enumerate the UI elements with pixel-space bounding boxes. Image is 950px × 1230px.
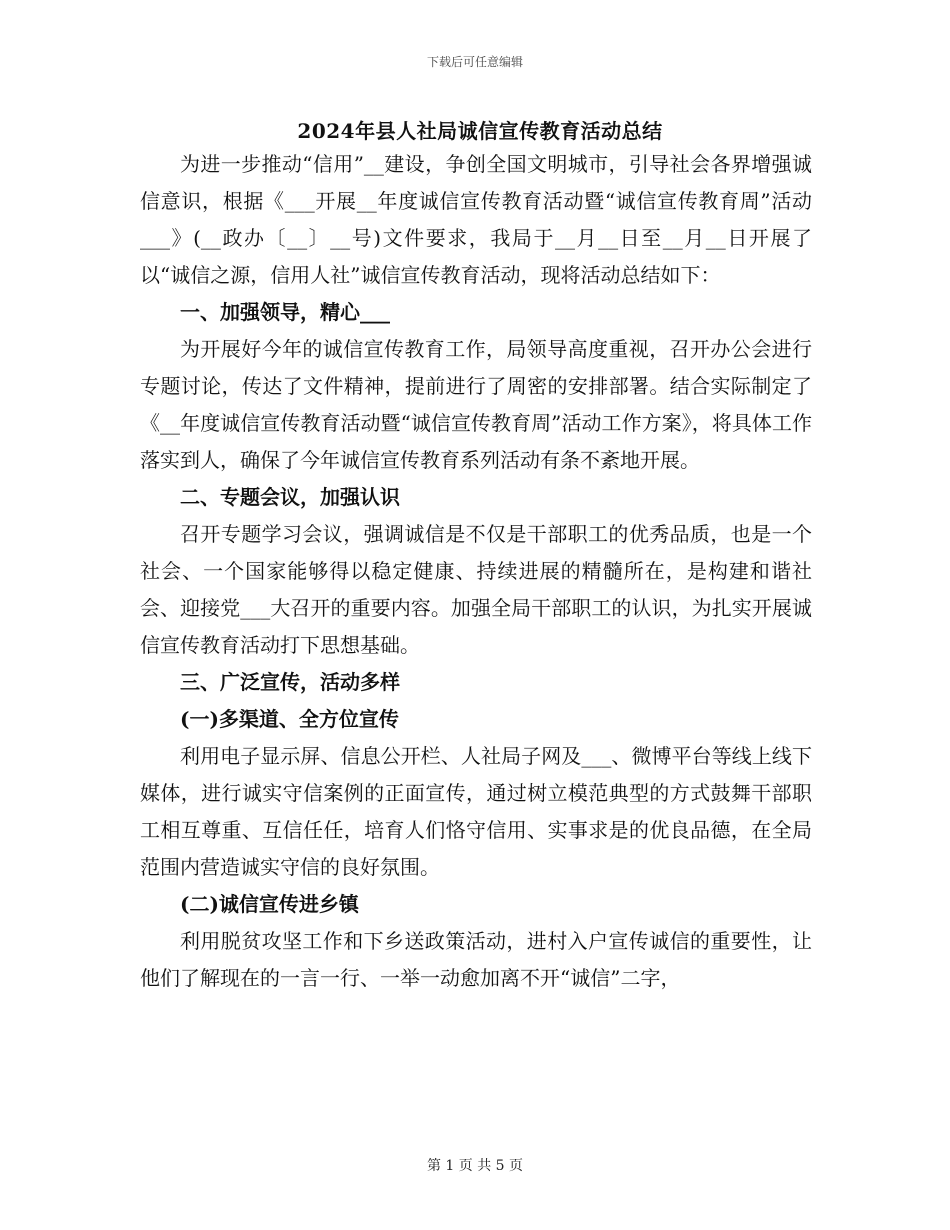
document-body: [140, 146, 812, 997]
document-title: 2024年县人社局诚信宣传教育活动总结: [297, 119, 663, 143]
subsection-3-2-heading: (二)诚信宣传进乡镇: [180, 892, 359, 916]
page-number: 第 1 页 共 5 页: [426, 1158, 524, 1174]
subsection-3-2-paragraph: 利用脱贫攻坚工作和下乡送政策活动，进村入户宣传诚信的重要性，让他们了解现在的一言一行、一举一动愈加离不开“诚信”二字，: [140, 929, 812, 990]
section-2-heading: 二、专题会议，加强认识: [180, 485, 400, 509]
section-2-paragraph: 召开专题学习会议，强调诚信是不仅是干部职工的优秀品质，也是一个社会、一个国家能够得以稳定健康、持续进展的精髓所在，是构建和谐社会、迎接党___大召开的重要内容。加强全局干部职工的认识，为扎实开展诚信宣传教育活动打下思想基础。: [140, 522, 812, 657]
download-note: 下载后可任意编辑: [426, 55, 523, 69]
intro-paragraph: 为进一步推动“信用”__建设，争创全国文明城市，引导社会各界增强诚信意识，根据《___开展__年度诚信宣传教育活动暨“诚信宣传教育周”活动___》(__政办〔__〕__号)文件要求，我局于__月__日至__月__日开展了以“诚信之源，信用人社”诚信宣传教育活动，现将活动总结如下：: [140, 152, 812, 287]
section-1-heading: 一、加强领导，精心___: [180, 300, 390, 324]
subsection-3-1-heading: (一)多渠道、全方位宣传: [180, 707, 399, 731]
section-3-heading: 三、广泛宣传，活动多样: [180, 670, 400, 694]
section-1-paragraph: 为开展好今年的诚信宣传教育工作，局领导高度重视，召开办公会进行专题讨论，传达了文件精神，提前进行了周密的安排部署。结合实际制定了《__年度诚信宣传教育活动暨“诚信宣传教育周”活动工作方案》，将具体工作落实到人，确保了今年诚信宣传教育系列活动有条不紊地开展。: [140, 337, 812, 472]
subsection-3-1-paragraph: 利用电子显示屏、信息公开栏、人社局子网及___、微博平台等线上线下媒体，进行诚实守信案例的正面宣传，通过树立模范典型的方式鼓舞干部职工相互尊重、互信任任，培育人们恪守信用、实事求是的优良品德，在全局范围内营造诚实守信的良好氛围。: [140, 744, 812, 879]
